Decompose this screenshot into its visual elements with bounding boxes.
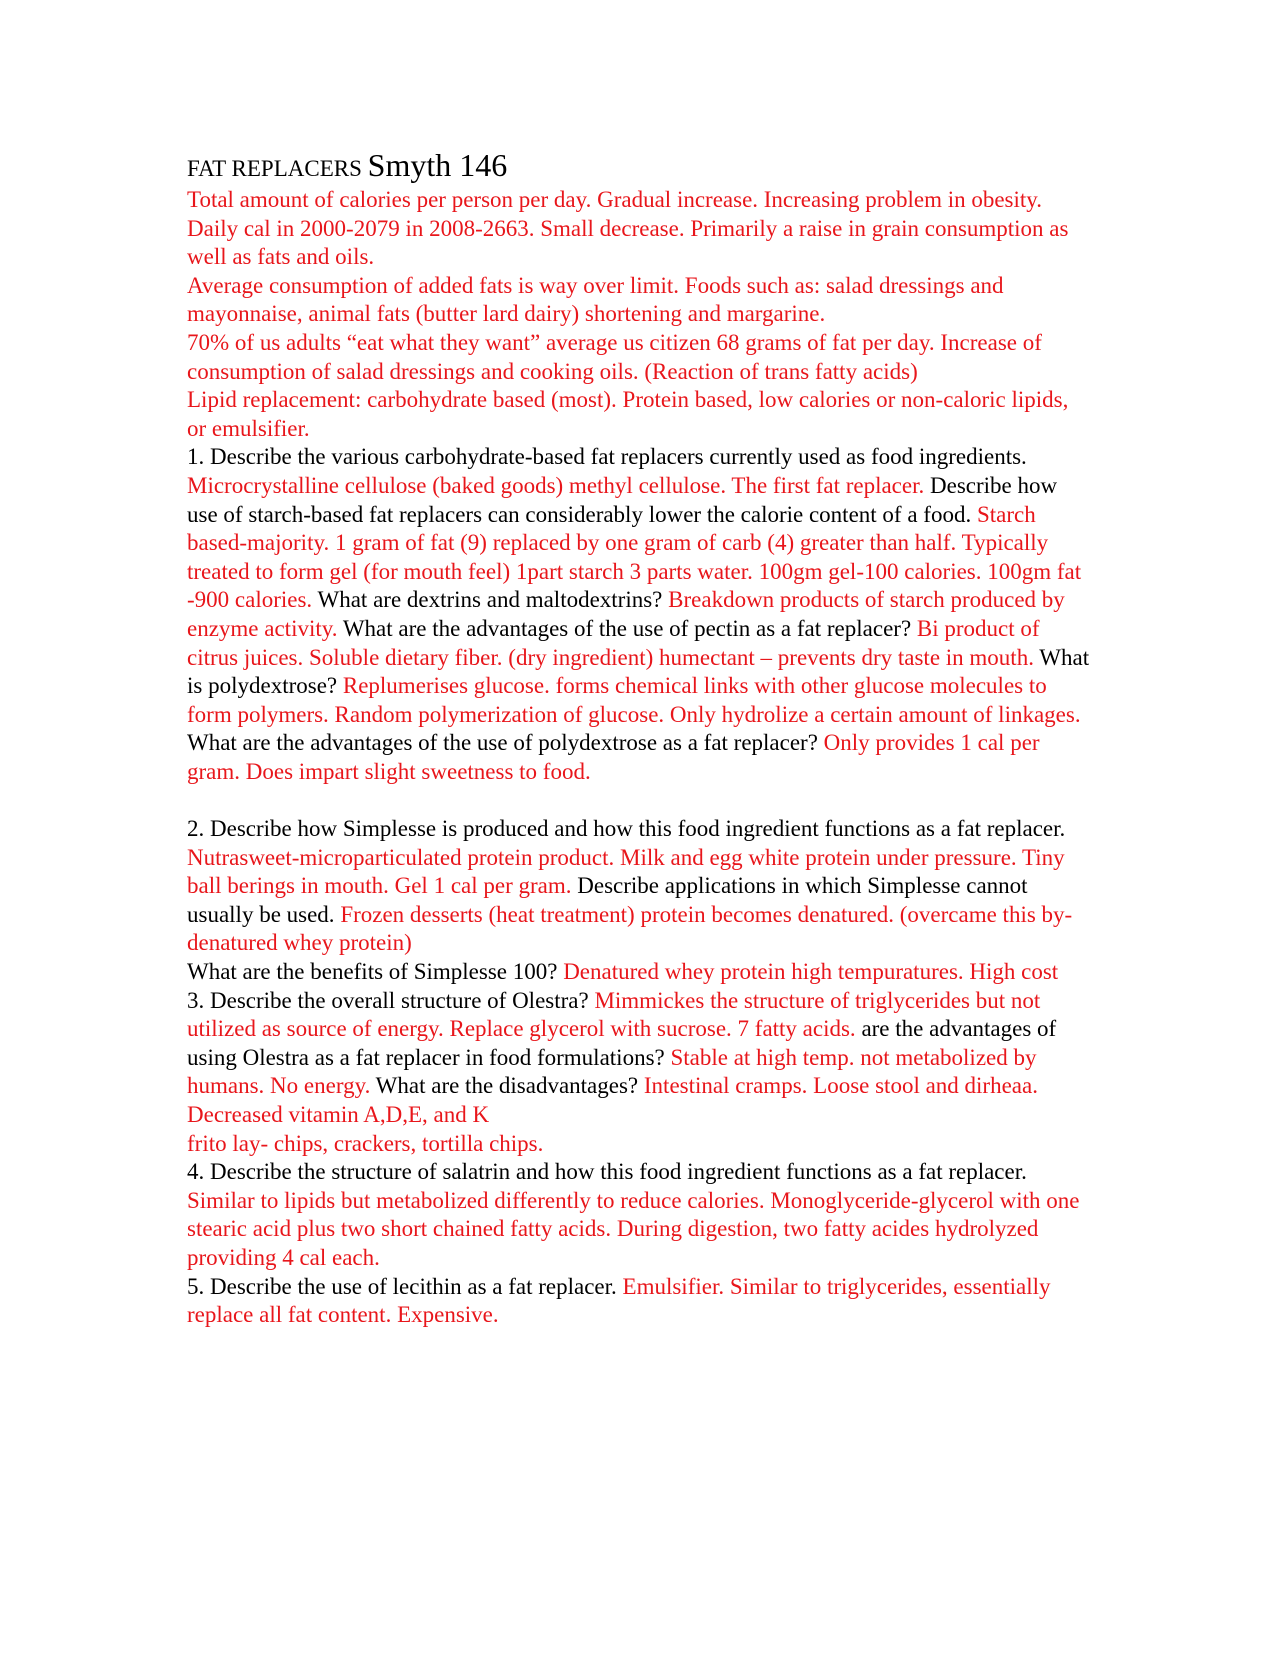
paragraph xyxy=(187,815,1092,958)
answer-text: Replumerises glucose. forms chemical links with other glucose molecules to form polymers. Random polymerization of glucose. Only hydrolize a certain amount of linkages. xyxy=(187,673,1081,727)
paragraph xyxy=(187,987,1092,1130)
question-text: What are the benefits of Simplesse 100? xyxy=(187,959,564,985)
answer-text: Breakdown products of starch produced by enzyme activity. xyxy=(187,587,1065,641)
question-text: What are the advantages of the use of polydextrose as a fat replacer? xyxy=(187,730,824,756)
paragraph xyxy=(187,729,1092,786)
paragraph xyxy=(187,443,1092,729)
question-text: are the advantages of using Olestra as a fat replacer in food formulations? xyxy=(187,1016,1057,1070)
answer-text: Similar to lipids but metabolized differently to reduce calories. Monoglyceride-glycerol with one stearic acid plus two short chained fatty acids. During digestion, two fatty acides hydrolyzed providing 4 cal each. xyxy=(187,1187,1080,1270)
answer-text: Only provides 1 cal per gram. Does impart slight sweetness to food. xyxy=(187,730,1040,784)
answer-text: Intestinal cramps. Loose stool and dirheaa. Decreased vitamin A,D,E, and K xyxy=(187,1073,1038,1127)
paragraph xyxy=(187,386,1092,443)
answer-text: frito lay- chips, crackers, tortilla chips. xyxy=(187,1130,544,1156)
question-text: 5. Describe the use of lecithin as a fat replacer. xyxy=(187,1273,623,1299)
title-large: Smyth 146 xyxy=(367,147,508,183)
question-text: 1. Describe the various carbohydrate-based fat replacers currently used as food ingredients. xyxy=(187,444,1027,470)
paragraph xyxy=(187,958,1092,987)
question-text: What is polydextrose? xyxy=(187,644,1090,699)
answer-text: Average consumption of added fats is way over limit. Foods such as: salad dressings and mayonnaise, animal fats (butter lard dairy) shortening and margarine. xyxy=(187,272,1004,327)
answer-text: Nutrasweet-microparticulated protein product. Milk and egg white protein under pressure. Tiny ball berings in mouth. Gel 1 cal per gram. xyxy=(187,844,1065,899)
title-small: FAT REPLACERS xyxy=(187,156,362,181)
question-text: Describe applications in which Simplesse cannot usually be used. xyxy=(187,873,1028,927)
answer-text: Microcrystalline cellulose (baked goods) methyl cellulose. The first fat replacer. xyxy=(187,472,930,498)
answer-text: Bi product of citrus juices. Soluble dietary fiber. (dry ingredient) humectant – prevents dry taste in mouth. xyxy=(187,615,1040,670)
question-text: What are dextrins and maltodextrins? xyxy=(317,587,669,613)
answer-text: Total amount of calories per person per day. Gradual increase. Increasing problem in obesity. Daily cal in 2000-2079 in 2008-2663. Small decrease. Primarily a raise in grain consumption as well as fats and oils. xyxy=(187,187,1069,270)
question-text: 3. Describe the overall structure of Olestra? xyxy=(187,987,595,1013)
question-text: 2. Describe how Simplesse is produced and how this food ingredient functions as a fat replacer. xyxy=(187,816,1066,842)
question-text: What are the disadvantages? xyxy=(375,1073,644,1099)
question-text: Describe how use of starch-based fat replacers can considerably lower the calorie content of a food. xyxy=(187,472,1058,527)
question-text: 4. Describe the structure of salatrin and how this food ingredient functions as a fat replacer. xyxy=(187,1159,1027,1185)
answer-text: Denatured whey protein high tempuratures. High cost xyxy=(563,959,1059,985)
answer-text: Starch based-majority. 1 gram of fat (9) replaced by one gram of carb (4) greater than half. Typically treated to form gel (for mouth feel) 1part starch 3 parts water. 100gm gel-100 calories. 100gm fat -900 calories. xyxy=(187,501,1082,613)
paragraph xyxy=(187,1130,1092,1159)
paragraph xyxy=(187,1273,1092,1330)
paragraph xyxy=(187,1158,1092,1272)
answer-text: Emulsifier. Similar to triglycerides, essentially replace all fat content. Expensive. xyxy=(187,1273,1051,1328)
answer-text: 70% of us adults “eat what they want” average us citizen 68 grams of fat per day. Increase of consumption of salad dressings and cooking oils. (Reaction of trans fatty acids) xyxy=(187,329,1042,384)
paragraph xyxy=(187,272,1092,329)
blank-line xyxy=(187,786,1092,815)
paragraph xyxy=(187,329,1092,386)
question-text: What are the advantages of the use of pectin as a fat replacer? xyxy=(342,615,917,641)
answer-text: Lipid replacement: carbohydrate based (most). Protein based, low calories or non-caloric lipids, or emulsifier. xyxy=(187,387,1069,441)
answer-text: Stable at high temp. not metabolized by humans. No energy. xyxy=(187,1044,1037,1099)
document-page xyxy=(187,148,1092,1330)
answer-text: Frozen desserts (heat treatment) protein becomes denatured. (overcame this by- denatured whey protein) xyxy=(187,901,1073,956)
document-body xyxy=(187,186,1092,1330)
document-title xyxy=(187,148,1092,186)
answer-text: Mimmickes the structure of triglycerides but not utilized as source of energy. Replace glycerol with sucrose. 7 fatty acids. xyxy=(187,987,1041,1042)
paragraph xyxy=(187,186,1092,272)
